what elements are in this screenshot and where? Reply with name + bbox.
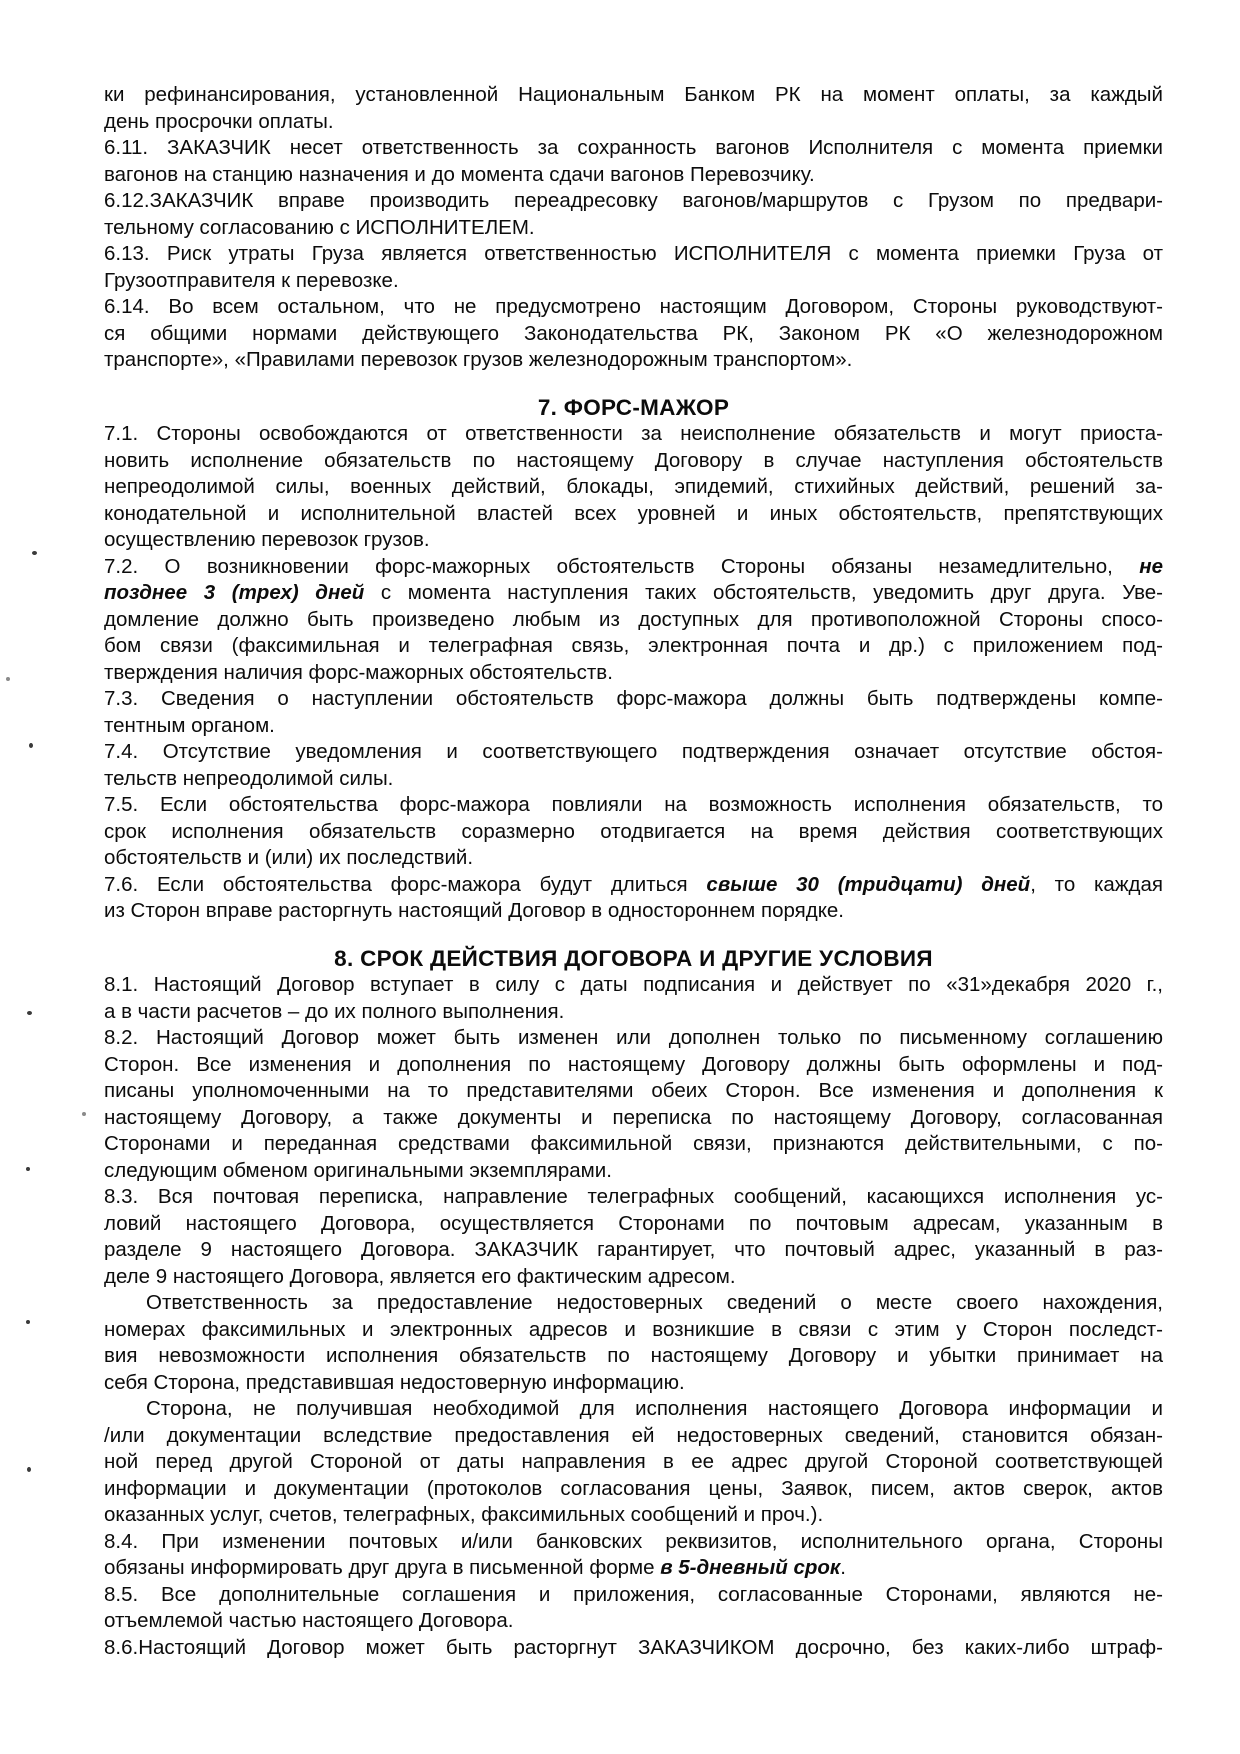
scan-speckle (27, 1467, 31, 1472)
paragraph (104, 188, 1163, 241)
text-line: ной перед другой Стороной от даты направления в ее адрес другой Стороной соответствующей (104, 1450, 1163, 1473)
text-line: вагонов на станцию назначения и до момента сдачи вагонов Перевозчику. (104, 162, 815, 186)
text-line: ки рефинансирования, установленной Национальным Банком РК на момент оплаты, за каждый (104, 83, 1163, 106)
text-line: 8.6.Настоящий Договор может быть расторгнут ЗАКАЗЧИКОМ досрочно, без каких-либо штраф- (104, 1635, 1163, 1659)
paragraph (104, 1582, 1163, 1635)
scan-speckle (29, 743, 33, 748)
text-line: срок исполнения обязательств соразмерно отодвигается на время действия соответствующих (104, 819, 1163, 843)
paragraph (104, 135, 1163, 188)
text-line: бом связи (факсимильная и телеграфная связь, электронная почта и др.) с приложением под- (104, 634, 1163, 657)
paragraph (104, 82, 1163, 135)
text-line: конодательной и исполнительной властей всех уровней и иных обстоятельств, препятствующих (104, 501, 1163, 525)
paragraph (104, 972, 1163, 1025)
text-line: ся общими нормами действующего Законодательства РК, Законом РК «О железнодорожном (104, 321, 1163, 345)
text-line: 7.5. Если обстоятельства форс-мажора повлияли на возможность исполнения обязательств, то (104, 793, 1163, 816)
scan-speckle (82, 1112, 86, 1116)
text-line: 8.4. При изменении почтовых и/или банковских реквизитов, исполнительного органа, Стороны (104, 1529, 1163, 1553)
text-line: настоящему Договору, а также документы и переписка по настоящему Договору, согласованная (104, 1105, 1163, 1129)
paragraph (104, 1396, 1163, 1529)
text-line: следующим обменом оригинальными экземплярами. (104, 1158, 612, 1182)
text-line: оказанных услуг, счетов, телеграфных, факсимильных сообщений и проч.). (104, 1503, 824, 1526)
text-line: информации и документации (протоколов согласования цены, Заявок, писем, актов сверок, актов (104, 1476, 1163, 1500)
paragraph (104, 241, 1163, 294)
paragraph (104, 554, 1163, 687)
paragraph (104, 421, 1163, 554)
scan-speckle (26, 1167, 30, 1171)
text-line: ловий настоящего Договора, осуществляется Сторонами по почтовым адресам, указанным в (104, 1211, 1163, 1235)
text-line: 7.4. Отсутствие уведомления и соответствующего подтверждения означает отсутствие обстоя- (104, 740, 1163, 763)
text-line: день просрочки оплаты. (104, 109, 334, 133)
paragraph (104, 294, 1163, 374)
text-line: 7.3. Сведения о наступлении обстоятельств форс-мажора должны быть подтверждены компе- (104, 687, 1163, 710)
text-line: осуществлению перевозок грузов. (104, 528, 430, 551)
text-line: 7.6. Если обстоятельства форс-мажора будут длиться свыше 30 (тридцати) дней, то каждая (104, 872, 1163, 896)
paragraph (104, 1290, 1163, 1396)
text-line: вия невозможности исполнения обязательств по настоящему Договору и убытки принимает на (104, 1344, 1163, 1367)
text-line: 8.5. Все дополнительные соглашения и приложения, согласованные Сторонами, являются не- (104, 1582, 1163, 1606)
text-line: 7.1. Стороны освобождаются от ответственности за неисполнение обязательств и могут приоста- (104, 422, 1163, 445)
text-line: а в части расчетов – до их полного выполнения. (104, 999, 565, 1023)
text-line: 8.3. Вся почтовая переписка, направление телеграфных сообщений, касающихся исполнения ус- (104, 1185, 1163, 1208)
scan-speckle (6, 677, 10, 681)
paragraph (104, 1635, 1163, 1662)
emphasis-text: свыше 30 (тридцати) дней (706, 872, 1031, 896)
text-line: отъемлемой частью настоящего Договора. (104, 1609, 514, 1632)
text-line: 6.13. Риск утраты Груза является ответственностью ИСПОЛНИТЕЛЯ с момента приемки Груза от (104, 242, 1163, 265)
text-line: себя Сторона, представившая недостоверную информацию. (104, 1370, 685, 1394)
paragraph (104, 1184, 1163, 1290)
scan-speckle (26, 1320, 30, 1324)
emphasis-text: позднее 3 (трех) дней (104, 581, 365, 604)
text-line: 6.14. Во всем остальном, что не предусмотрено настоящим Договором, Стороны руководствуют- (104, 295, 1163, 318)
text-line: деле 9 настоящего Договора, является его фактическим адресом. (104, 1264, 736, 1288)
text-line: тельств непреодолимой силы. (104, 766, 394, 790)
section-heading: 7. ФОРС-МАЖОР (537, 394, 730, 420)
text-line: тверждения наличия форс-мажорных обстоятельств. (104, 660, 613, 684)
text-line: 6.12.ЗАКАЗЧИК вправе производить переадресовку вагонов/маршрутов с Грузом по предвари- (104, 189, 1163, 212)
text-line: тельному согласованию с ИСПОЛНИТЕЛЕМ. (104, 215, 535, 239)
text-line: 8.1. Настоящий Договор вступает в силу с даты подписания и действует по «31»декабря 2020 г., (104, 973, 1163, 996)
text-line: писаны уполномоченными на то представителями обеих Сторон. Все изменения и дополнения к (104, 1079, 1163, 1102)
text-line: тентным органом. (104, 713, 275, 737)
text-line: домление должно быть произведено любым из доступных для противоположной Стороны спосо- (104, 607, 1163, 631)
emphasis-text: не (1139, 554, 1163, 578)
document-body (104, 82, 1163, 1661)
paragraph (104, 1025, 1163, 1184)
paragraph (104, 686, 1163, 739)
scan-speckle (27, 1011, 32, 1015)
text-line: обязаны информировать друг друга в письменной форме в 5-дневный срок. (104, 1556, 846, 1579)
text-line: разделе 9 настоящего Договора. ЗАКАЗЧИК гарантирует, что почтовый адрес, указанный в раз- (104, 1238, 1163, 1261)
text-line: транспорте», «Правилами перевозок грузов железнодорожным транспортом». (104, 348, 853, 371)
text-line: Сторона, не получившая необходимой для исполнения настоящего Договора информации и (146, 1397, 1163, 1420)
text-line: номерах факсимильных и электронных адресов и возникшие в связи с этим у Сторон последст- (104, 1317, 1163, 1341)
scan-speckle (32, 551, 37, 555)
text-line: Ответственность за предоставление недостоверных сведений о месте своего нахождения, (146, 1291, 1163, 1314)
text-line: непреодолимой силы, военных действий, блокады, эпидемий, стихийных действий, решений за- (104, 475, 1163, 498)
text-line: Грузоотправителя к перевозке. (104, 268, 399, 292)
emphasis-text: в 5-дневный срок (660, 1556, 841, 1579)
text-line: новить исполнение обязательств по настоящему Договору в случае наступления обстоятельств (104, 448, 1163, 472)
text-line: Сторон. Все изменения и дополнения по настоящему Договору должны быть оформлены и под- (104, 1052, 1163, 1076)
text-line: /или документации вследствие предоставления ей недостоверных сведений, становится обязан- (104, 1423, 1163, 1447)
paragraph (104, 872, 1163, 925)
text-line: 8.2. Настоящий Договор может быть изменен или дополнен только по письменному соглашению (104, 1026, 1163, 1049)
text-line: 6.11. ЗАКАЗЧИК несет ответственность за сохранность вагонов Исполнителя с момента приемки (104, 136, 1163, 159)
section-heading: 8. СРОК ДЕЙСТВИЯ ДОГОВОРА И ДРУГИЕ УСЛОВИЯ (334, 945, 933, 971)
text-line: обстоятельств и (или) их последствий. (104, 846, 474, 869)
paragraph (104, 1529, 1163, 1582)
paragraph (104, 739, 1163, 792)
text-line: из Сторон вправе расторгнуть настоящий Договор в одностороннем порядке. (104, 899, 845, 922)
text-line: позднее 3 (трех) дней с момента наступления таких обстоятельств, уведомить друг друга. Уве- (104, 581, 1163, 604)
text-line: 7.2. О возникновении форс-мажорных обстоятельств Стороны обязаны незамедлительно, не (104, 554, 1163, 578)
text-line: Сторонами и переданная средствами факсимильной связи, признаются действительными, с по- (104, 1132, 1163, 1155)
paragraph (104, 792, 1163, 872)
